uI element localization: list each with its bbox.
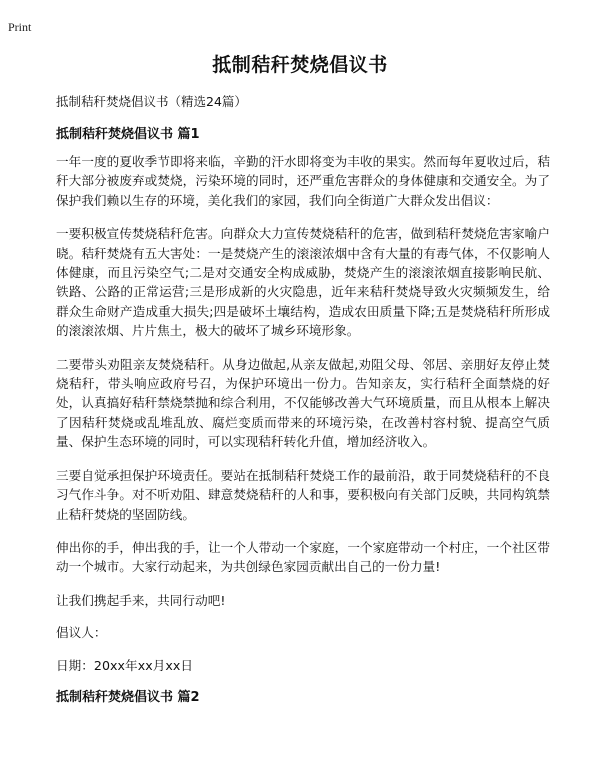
article-subtitle: 抵制秸秆焚烧倡议书（精选24篇） <box>56 94 247 109</box>
paragraph-call-to-action: 伸出你的手，伸出我的手，让一个人带动一个家庭，一个家庭带动一个村庄，一个社区带动一个城市。大家行动起来，为共创绿色家园贡献出自己的一份力量! <box>56 539 550 575</box>
paragraph-signatory: 倡议人： <box>56 625 107 641</box>
paragraph-closing: 让我们携起手来，共同行动吧! <box>56 592 226 608</box>
paragraph-point-3: 三要自觉承担保护环境责任。要站在抵制秸秆焚烧工作的最前沿，敢于同焚烧秸秆的不良习气作斗争。对不听劝阻、肆意焚烧秸秆的人和事，要积极向有关部门反映，共同构筑禁止秸秆焚烧的坚固防线。 <box>56 467 550 522</box>
section-heading-1: 抵制秸秆焚烧倡议书 篇1 <box>56 127 200 142</box>
paragraph-point-1: 一要积极宣传焚烧秸秆危害。向群众大力宣传焚烧秸秆的危害，做到秸秆焚烧危害家喻户晓。秸秆焚烧有五大害处：一是焚烧产生的滚滚浓烟中含有大量的有毒气体，不仅影响人体健康，而且污染空气;二是对交通安全构成威胁，焚烧产生的滚滚浓烟直接影响民航、铁路、公路的正常运营;三是形成新的火灾隐患，近年来秸秆焚烧导致火灾频频发生，给群众生命财产造成重大损失;四是破坏土壤结构，造成农田质量下降;五是焚烧秸秆所形成的滚滚浓烟、片片焦土，极大的破坏了城乡环境形象。 <box>56 226 550 339</box>
paragraph-point-2: 二要带头劝阻亲友焚烧秸秆。从身边做起,从亲友做起,劝阻父母、邻居、亲朋好友停止焚烧秸秆，带头响应政府号召，为保护环境出一份力。告知亲友，实行秸秆全面禁烧的好处，认真搞好秸秆禁烧禁抛和综合利用，不仅能够改善大气环境质量，而且从根本上解决了因秸秆焚烧或乱堆乱放、腐烂变质而带来的环境污染，在改善村容村貌、提高空气质量、保护生态环境的同时，可以实现秸秆转化升值，增加经济收入。 <box>56 356 550 450</box>
article-body <box>56 92 550 715</box>
paragraph-intro: 一年一度的夏收季节即将来临，辛勤的汗水即将变为丰收的果实。然而每年夏收过后，秸秆大部分被废弃或焚烧，污染环境的同时，还严重危害群众的身体健康和交通安全。为了保护我们赖以生存的环境，美化我们的家园，我们向全街道广大群众发出倡议： <box>56 154 550 208</box>
print-link[interactable]: Print <box>8 20 32 34</box>
page-title: 抵制秸秆焚烧倡议书 <box>212 54 388 76</box>
paragraph-date: 日期：20xx年xx月xx日 <box>56 657 194 673</box>
section-heading-2: 抵制秸秆焚烧倡议书 篇2 <box>56 689 200 705</box>
